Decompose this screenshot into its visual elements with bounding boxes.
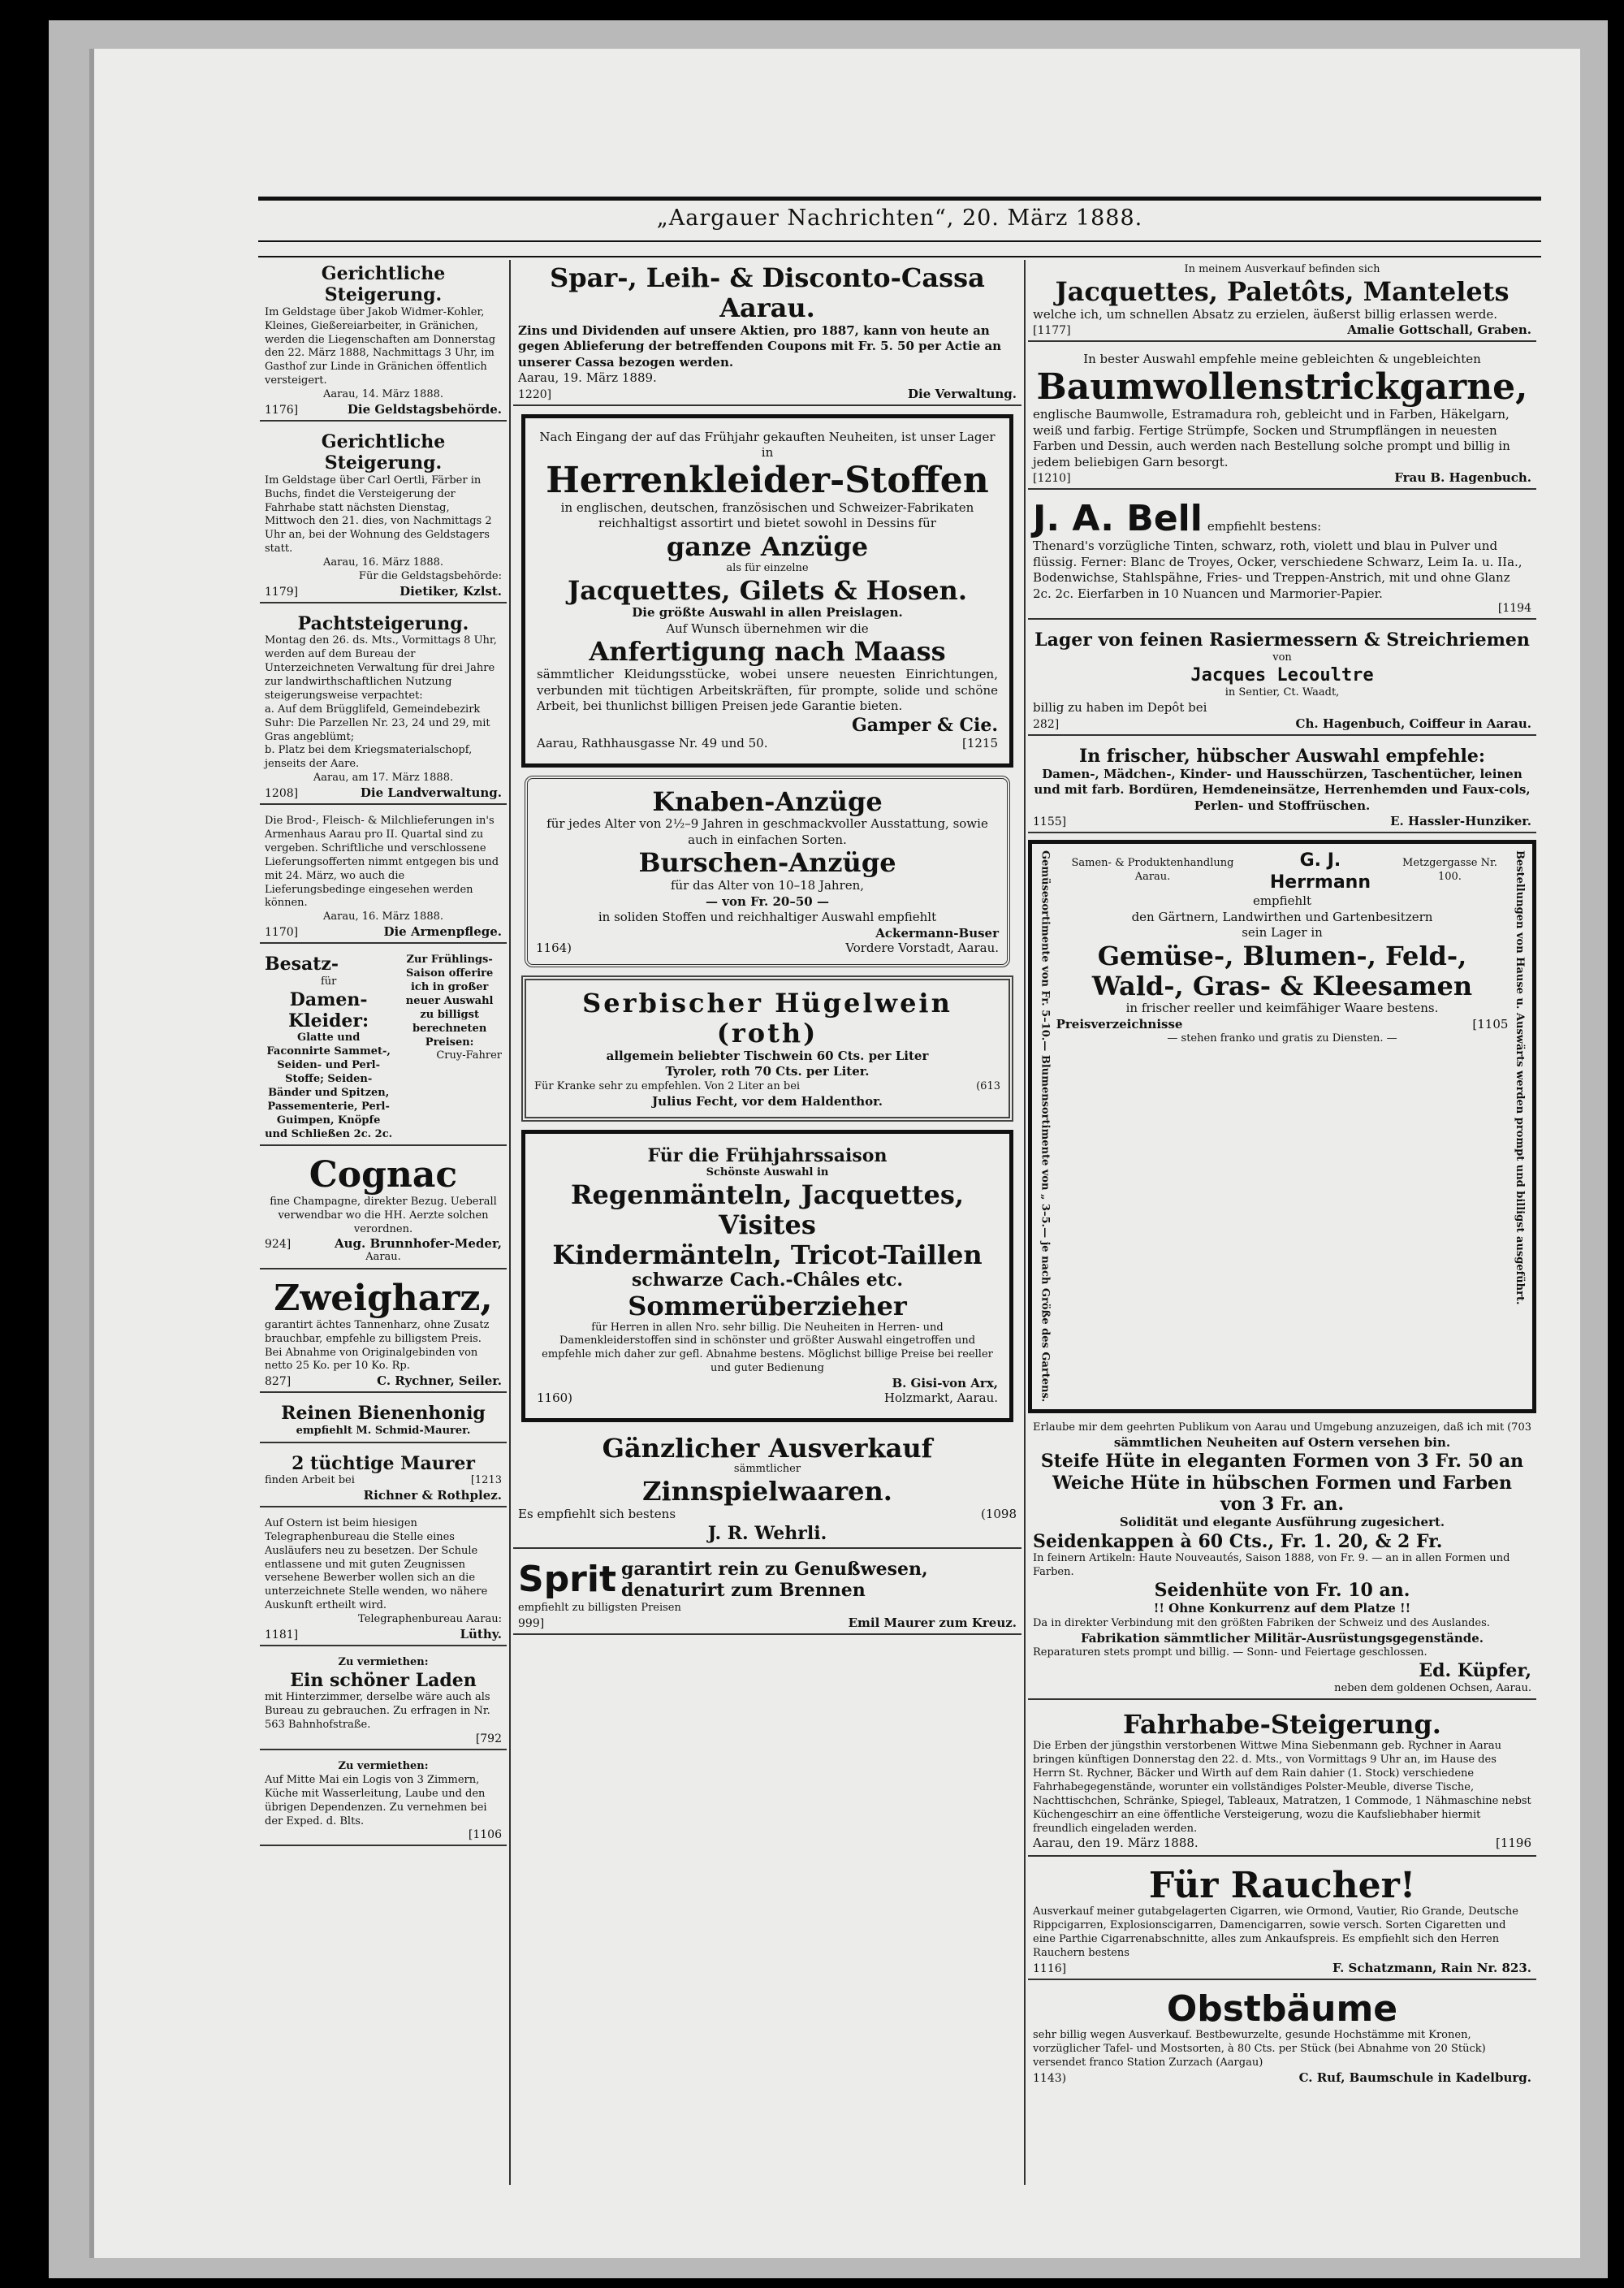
ad-title: Kindermänteln, Tricot-Taillen	[552, 1239, 983, 1270]
ad-line: allgemein beliebter Tischwein 60 Cts. per Liter	[606, 1048, 929, 1063]
column-middle	[512, 260, 1023, 2185]
ad-title: Wald-, Gras- & Kleesamen	[1091, 970, 1473, 1001]
ad-body: englische Baumwolle, Estramadura roh, gebleicht und in Farben, Häkelgarn, weiß und farbig. Fertige Strümpfe, Socken und Strumpflängen in neuesten Farben und Dessin, auch werden nach Bestellung solche prompt und billig in jedem beliebigen Garn besorgt.	[1033, 407, 1510, 469]
ad-number: 1155]	[1033, 815, 1067, 829]
ad-number: [1194	[1497, 602, 1531, 616]
ad-title: ganze Anzüge	[666, 530, 869, 562]
ad-body: Die Brod-, Fleisch- & Milchlieferungen in's Armenhaus Aarau pro II. Quartal sind zu vergeben. Schriftliche und verschlossene Lieferungsofferten nimmt entgegen bis und mit 24. März, wo auch die Lieferungsbedinge eingesehen werden können.	[265, 815, 499, 910]
ad-vertical-right: Bestellungen von Hause u. Auswärts werden prompt und billigst ausgeführt.	[1514, 850, 1526, 1305]
ad-title: Cognac	[309, 1154, 458, 1196]
ad-strickgarne	[1028, 348, 1536, 490]
ad-title: Serbischer Hügelwein (roth)	[582, 988, 952, 1049]
ad-maker-place: in Sentier, Ct. Waadt,	[1224, 686, 1340, 699]
ad-number: (703	[1507, 1421, 1531, 1434]
ad-number: [1105	[1472, 1016, 1509, 1032]
ad-number: [1215	[961, 736, 998, 751]
ad-obstbaeume	[1028, 1987, 1536, 2088]
ad-gerichtliche-steigerung-2	[260, 428, 507, 603]
ad-cognac	[260, 1153, 507, 1269]
ad-signature: C. Rychner, Seiler.	[377, 1373, 502, 1389]
ad-bell	[1028, 496, 1536, 620]
ad-body: Damen-, Mädchen-, Kinder- und Hausschürzen, Taschentücher, leinen und mit farb. Bordüren, Hemdeneinsätze, Herrenhemden und Faux-cols, Perlen- und Stoffrüschen.	[1034, 766, 1531, 813]
ad-intro: In bester Auswahl empfehle meine gebleichten & ungebleichten	[1083, 352, 1481, 367]
ad-sub: Schönste Auswahl in	[706, 1166, 829, 1179]
ad-logis	[260, 1757, 507, 1846]
ad-signature: Aug. Brunnhofer-Meder,	[334, 1236, 502, 1252]
ad-title: 2 tüchtige Maurer	[292, 1452, 475, 1474]
ad-item: a. Auf dem Brügglifeld, Gemeindebezirk Suhr: Die Parzellen Nr. 23, 24 und 29, mit Gras angeblümt;	[265, 703, 490, 743]
ad-number: 282]	[1033, 717, 1060, 731]
ad-number: 1220]	[518, 387, 552, 401]
column-divider	[509, 260, 511, 2185]
ad-title: J. A. Bell	[1033, 498, 1203, 540]
ad-side: garantirt rein zu Genußwesen, denaturirt zum Brennen	[621, 1559, 928, 1602]
column-divider	[1024, 260, 1026, 2185]
ad-number: 999]	[518, 1616, 545, 1630]
ad-title: Seidenkappen à 60 Cts., Fr. 1. 20, & 2 Fr.	[1033, 1530, 1443, 1552]
ad-body: sämmtlicher Kleidungsstücke, wobei unsere neuesten Einrichtungen, verbunden mit tüchtigen Arbeitskräften, für prompte, solide und schöne Arbeit, bei thunlichst billigen Preisen jede Garantie bieten.	[537, 667, 998, 714]
ad-signature: C. Ruf, Baumschule in Kadelburg.	[1298, 2070, 1531, 2085]
ad-tail: empfiehlt bestens:	[1207, 519, 1322, 534]
ad-herrenkleider-stoffe	[521, 414, 1013, 768]
ad-laden	[260, 1653, 507, 1750]
ad-title: Burschen-Anzüge	[638, 847, 896, 879]
ad-body: Thenard's vorzügliche Tinten, schwarz, roth, violett und blau in Pulver und flüssig. Ferner: Blanc de Troyes, Ocker, verschiedene Schwarz, Leim Ia. u. IIa., Bodenwichse, Stahlspähne, Fries- und Treppen-Anstrich, mit und ohne Glanz 2c. 2c. Eierfarben in 10 Nuancen und Marmorier-Papier.	[1033, 538, 1522, 601]
ad-title: Gänzlicher Ausverkauf	[602, 1432, 933, 1464]
ad-body: Auf Ostern ist beim hiesigen Telegraphenbureau die Stelle eines Ausläufers neu zu besetzen. Der Schule entlassene und mit guten Zeugnissen versehene Bewerber wollen sich an die unterzeichnete Stelle wenden, wo nähere Auskunft ertheilt wird.	[265, 1516, 488, 1612]
ad-number: 1176]	[265, 404, 299, 417]
ad-place: Aarau, 16. März 1888.	[322, 910, 444, 923]
ad-intro: Nach Eingang der auf das Frühjahr gekauften Neuheiten, ist unser Lager in	[539, 429, 996, 461]
ad-number: [792	[475, 1732, 502, 1745]
ad-line: in frischer reeller und keimfähiger Waare bestens.	[1125, 1001, 1439, 1016]
ad-bienenhonig	[260, 1399, 507, 1442]
ad-place: Aarau, den 19. März 1888.	[1033, 1836, 1199, 1851]
ad-title: Gerichtliche Steigerung.	[321, 431, 446, 474]
ad-number: (1098	[980, 1507, 1017, 1522]
ad-number: 827]	[265, 1375, 292, 1389]
ad-intro: Erlaube mir dem geehrten Publikum von Aarau und Umgebung anzuzeigen, daß ich mit	[1033, 1421, 1505, 1434]
ad-sub: von	[1272, 651, 1292, 664]
ad-title: Besatz-	[265, 954, 339, 975]
ad-signature: Lüthy.	[460, 1627, 502, 1642]
masthead-rule	[258, 240, 1541, 242]
ad-lieferungen	[260, 811, 507, 944]
ad-place: Aarau, Rathhausgasse Nr. 49 und 50.	[537, 736, 768, 751]
ad-herrmann	[1028, 840, 1536, 1412]
ad-bold: Solidität und elegante Ausführung zugesichert.	[1119, 1515, 1445, 1530]
ad-right: Metzgergasse Nr. 100.	[1402, 857, 1497, 884]
ad-besatz	[260, 950, 507, 1146]
ad-number: 924]	[265, 1238, 292, 1252]
ad-number: (613	[976, 1079, 1000, 1092]
ad-signature: B. Gisi-von Arx,	[892, 1376, 998, 1391]
ad-signature: Ed. Küpfer,	[1419, 1660, 1531, 1682]
ad-title: Jacquettes, Paletôts, Mantelets	[1055, 275, 1510, 307]
ad-title: Seidenhüte von Fr. 10 an.	[1154, 1579, 1410, 1601]
ad-item: b. Platz bei dem Kriegsmaterialschopf, jenseits der Aare.	[265, 744, 473, 771]
ad-intro: In meinem Ausverkauf befinden sich	[1184, 263, 1380, 275]
ad-number: 1179]	[265, 585, 299, 599]
ad-gerichtliche-steigerung-1	[260, 260, 507, 422]
ad-head: Zu vermiethen:	[338, 1759, 429, 1772]
ad-title: Weiche Hüte in hübschen Formen und Farben von 3 Fr. an.	[1052, 1472, 1512, 1515]
ad-title: Herrenkleider-Stoffen	[546, 459, 989, 501]
ad-maker: Jacques Lecoultre	[1190, 664, 1374, 686]
ad-body: Zur Frühlings-Saison offerire ich in großer neuer Auswahl zu billigst berechneten Preisen:	[405, 954, 494, 1049]
ad-fruehjahrssaison	[521, 1130, 1013, 1422]
ad-title: Fahrhabe-Steigerung.	[1123, 1709, 1441, 1741]
ad-body: Auf Wunsch übernehmen wir die	[666, 621, 869, 636]
ad-body: mit Hinterzimmer, derselbe wäre auch als Bureau zu gebrauchen. Zu erfragen in Nr. 563 Bahnhofstraße.	[265, 1691, 490, 1732]
ad-title: schwarze Cach.-Châles etc.	[631, 1269, 904, 1291]
ad-body: fine Champagne, direkter Bezug. Ueberall verwendbar wo die HH. Aerzte solchen verordnen.	[270, 1195, 497, 1235]
ad-small: für	[320, 975, 337, 988]
ad-number: [1177]	[1033, 324, 1071, 338]
ad-line: Preisverzeichnisse	[1056, 1016, 1183, 1032]
ad-title: Lager von feinen Rasiermessern & Streichriemen	[1034, 629, 1530, 651]
ad-bold: !! Ohne Konkurrenz auf dem Platze !!	[1153, 1601, 1411, 1616]
ad-body: Reparaturen stets prompt und billig. — Sonn- und Feiertage geschlossen.	[1033, 1646, 1427, 1659]
ad-body: billig zu haben im Depôt bei	[1033, 700, 1207, 716]
ad-title: Obstbäume	[1166, 1987, 1398, 2030]
ad-signature: Julius Fecht, vor dem Haldenthor.	[652, 1093, 883, 1109]
ad-signature: Gamper & Cie.	[852, 714, 998, 736]
ad-body: Die Erben der jüngsthin verstorbenen Wittwe Mina Siebenmann geb. Rychner in Aarau bringen künftigen Donnerstag den 22. d. Mts., von Vormittags 9 Uhr an, im Hause des Herrn St. Rychner, Bäcker und Wirth auf dem Rain dahier (1. Stock) verschiedene Fahrhabegegenstände, worunter ein vollständiges Polster-Meuble, diverse Tische, Nachttischchen, Schränke, Spiegel, Tableaux, Matratzen, 1 Commode, 1 Nähmaschine nebst Küchengeschirr an eine öffentliche Versteigerung, wozu die Kaufsliebhaber hiermit freundlich eingeladen werden.	[1033, 1740, 1531, 1835]
ad-body: in soliden Stoffen und reichhaltiger Auswahl empfiehlt	[598, 910, 937, 925]
ad-line: Für Kranke sehr zu empfehlen. Von 2 Liter an bei	[534, 1079, 801, 1092]
ad-number: 1116]	[1033, 1961, 1067, 1975]
ad-signature: Emil Maurer zum Kreuz.	[848, 1615, 1017, 1630]
ad-maurer	[260, 1450, 507, 1507]
ad-line: empfiehlt zu billigsten Preisen	[518, 1601, 681, 1614]
ad-line: empfiehlt M. Schmid-Maurer.	[296, 1424, 471, 1437]
ad-head: Zu vermiethen:	[338, 1656, 429, 1669]
ad-number: [1210]	[1033, 472, 1071, 486]
masthead-rule-2	[258, 256, 1541, 257]
ad-line: Tyroler, roth 70 Cts. per Liter.	[665, 1064, 870, 1079]
ad-title: Gerichtliche Steigerung.	[321, 263, 446, 306]
ad-place: Aarau, am 17. März 1888.	[313, 772, 454, 785]
ad-body: für das Alter von 10–18 Jahren,	[670, 878, 865, 893]
ad-title: Baumwollenstrickgarne,	[1036, 365, 1528, 408]
ad-number: 1164)	[536, 940, 572, 955]
ad-name: G. J. Herrmann	[1269, 850, 1371, 893]
ad-body: Auf Mitte Mai ein Logis von 3 Zimmern, Küche mit Wasserleitung, Laube und den übrigen Dependenzen. Zu vernehmen bei der Exped. d. Blts.	[265, 1773, 487, 1827]
ad-signature: J. R. Wehrli.	[707, 1522, 827, 1544]
top-rule	[258, 197, 1541, 201]
ad-title: Regenmänteln, Jacquettes, Visites	[570, 1179, 965, 1240]
ad-disconto-cassa	[513, 260, 1021, 406]
ad-number: 1181]	[265, 1628, 299, 1642]
ad-number: 1160)	[537, 1391, 573, 1406]
ad-kuepfer	[1028, 1418, 1536, 1701]
ad-signature: Dietiker, Kzlst.	[400, 583, 502, 599]
ad-signature: Amalie Gottschall, Graben.	[1347, 322, 1531, 338]
ad-items: Glatte und Faconnirte Sammet-, Seiden- und Perl-Stoffe; Seiden-Bänder und Spitzen, Passementerie, Perl-Guimpen, Knöpfe und Schließen 2c. 2c.	[265, 1032, 393, 1140]
ad-title: Zinnspielwaaren.	[642, 1476, 892, 1507]
ad-small: als für einzelne	[726, 561, 809, 574]
ad-title: In frischer, hübscher Auswahl empfehle:	[1078, 745, 1486, 767]
ad-zinnspielwaaren	[513, 1430, 1021, 1549]
ad-title: Steife Hüte in eleganten Formen von 3 Fr. 50 an	[1040, 1451, 1524, 1473]
column-right	[1026, 260, 1538, 2185]
ad-title: Reinen Bienenhonig	[281, 1403, 486, 1425]
ad-place: Vordere Vorstadt, Aarau.	[845, 940, 999, 955]
ad-body: Im Geldstage über Carl Oertli, Färber in Buchs, findet die Versteigerung der Fahrhabe statt nächsten Dienstag, Mittwoch den 21. dies, von Nachmittags 2 Uhr an, bei der Wohnung des Geldstagers statt.	[265, 474, 492, 556]
ad-number: [1106	[468, 1828, 502, 1842]
ad-signature: Frau B. Hagenbuch.	[1394, 470, 1531, 486]
ad-price: — von Fr. 20–50 —	[706, 893, 829, 909]
ad-title: Sprit	[518, 1559, 616, 1601]
ad-title: Spar-, Leih- & Disconto-Cassa Aarau.	[550, 262, 985, 323]
ad-title: Knaben-Anzüge	[652, 785, 883, 817]
ad-pachtsteigerung	[260, 610, 507, 805]
ad-place: Aarau, 16. März 1888.	[322, 556, 444, 569]
ad-gottschall	[1028, 260, 1536, 342]
ad-head: Für die Frühjahrssaison	[647, 1144, 888, 1166]
masthead: „Aargauer Nachrichten“, 20. März 1888.	[656, 205, 1143, 231]
ad-title: Sommerüberzieher	[628, 1290, 907, 1321]
ad-line: empfiehlt	[1252, 893, 1312, 909]
ad-body: in englischen, deutschen, französischen und Schweizer-Fabrikaten reichhaltigst assortirt und bietet sowohl in Dessins für	[560, 500, 974, 531]
ad-signature: Ch. Hagenbuch, Coiffeur in Aarau.	[1295, 716, 1531, 731]
ad-small: sämmtlicher	[733, 1463, 801, 1476]
ad-title: Für Raucher!	[1148, 1864, 1416, 1906]
ad-signature: Die Landverwaltung.	[360, 785, 502, 801]
ad-place: neben dem goldenen Ochsen, Aarau.	[1334, 1681, 1531, 1694]
ad-signature: Richner & Rothplez.	[363, 1487, 502, 1503]
ad-telegraph	[260, 1514, 507, 1646]
ad-place: Aarau, 19. März 1889.	[518, 370, 657, 386]
ad-number: [1196	[1495, 1836, 1531, 1851]
ad-schuerzen	[1028, 742, 1536, 834]
ad-huegelwein	[521, 975, 1013, 1121]
ad-zweigharz	[260, 1276, 507, 1393]
ad-body: Zins und Dividenden auf unsere Aktien, pro 1887, kann von heute an gegen Ablieferung der betreffenden Coupons mit Fr. 5. 50 per Actie an unserer Cassa bezogen werden.	[518, 322, 1002, 370]
ad-title: Gemüse-, Blumen-, Feld-,	[1097, 940, 1467, 971]
ad-number: 1143)	[1033, 2071, 1067, 2085]
ad-knaben-anzuege	[525, 776, 1010, 968]
ad-bold: Die größte Auswahl in allen Preislagen.	[632, 605, 903, 621]
ad-body: garantirt ächtes Tannenharz, ohne Zusatz brauchbar, empfehle zu billigstem Preis. Bei Abnahme von Originalgebinden von netto 25 Ko. per 10 Ko. Rp.	[265, 1318, 490, 1373]
ad-fuer-raucher	[1028, 1863, 1536, 1980]
ad-signature-line: Für die Geldstagsbehörde:	[358, 570, 502, 583]
ad-sprit	[513, 1555, 1021, 1635]
ad-signature: Die Armenpflege.	[383, 924, 502, 940]
ad-title: Damen-Kleider:	[288, 988, 369, 1032]
ad-number: [1213	[470, 1474, 502, 1486]
column-left	[258, 260, 508, 2185]
ad-signature: F. Schatzmann, Rain Nr. 823.	[1332, 1960, 1531, 1975]
ad-title: Jacquettes, Gilets & Hosen.	[568, 574, 967, 606]
ad-signature: E. Hassler-Hunziker.	[1390, 814, 1531, 829]
ad-line: sämmtlichen Neuheiten auf Ostern versehen bin.	[1113, 1434, 1451, 1450]
ad-vertical-left: Gemüsesortimente von Fr. 5–10.— Blumensortimente von „ 3–5.— je nach Größe des Gartens.	[1039, 850, 1052, 1403]
ad-body: Ausverkauf meiner gutabgelagerten Cigarren, wie Ormond, Vautier, Rio Grande, Deutsche Rippcigarren, Explosionscigarren, Damencigarren, sowie versch. Sorten Cigaretten und eine Parthie Cigarrenabschnitte, alles zum Ankaufspreis. Es empfiehlt sich den Herren Rauchern bestens	[1033, 1905, 1518, 1960]
ad-place: Aarau, 14. März 1888.	[322, 388, 444, 401]
ad-body: Da in direkter Verbindung mit den größten Fabriken der Schweiz und des Auslandes.	[1033, 1616, 1490, 1629]
ad-body: welche ich, um schnellen Absatz zu erzielen, äußerst billig erlassen werde.	[1033, 306, 1498, 322]
ad-bold: Fabrikation sämmtlicher Militär-Ausrüstungsgegenstände.	[1080, 1630, 1484, 1646]
ad-body: Montag den 26. ds. Mts., Vormittags 8 Uhr, werden auf dem Bureau der Unterzeichneten Verwaltung für drei Jahre zur landwirthschaftlichen Nutzung steigerungsweise verpachtet:	[265, 634, 497, 702]
ad-signature: Ackermann-Buser	[875, 925, 999, 941]
ad-left: Samen- & Produktenhandlung Aarau.	[1071, 857, 1234, 884]
ad-signature: Die Geldstagsbehörde.	[347, 402, 502, 417]
ad-line: den Gärtnern, Landwirthen und Gartenbesitzern	[1131, 909, 1433, 924]
ad-signature: Cruy-Fahrer	[436, 1049, 502, 1062]
ad-title: Anfertigung nach Maass	[589, 636, 946, 668]
ad-fahrhabe-steigerung	[1028, 1706, 1536, 1857]
ad-body: für jedes Alter von 2½–9 Jahren in geschmackvoller Ausstattung, sowie auch in einfachen Sorten.	[546, 816, 988, 847]
ad-body: sehr billig wegen Ausverkauf. Bestbewurzelte, gesunde Hochstämme mit Kronen, vorzüglicher Tafel- und Mostsorten, à 80 Cts. per Stück (bei Abnahme von 20 Stück) versendet franco Station Zurzach (Aargau)	[1033, 2029, 1486, 2070]
ad-body: In feinern Artikeln: Haute Nouveautés, Saison 1888, von Fr. 9. — an in allen Formen und Farben.	[1033, 1552, 1510, 1579]
ad-city: Aarau.	[365, 1251, 401, 1264]
ad-number: 1208]	[265, 787, 299, 801]
ad-line: Es empfiehlt sich bestens	[518, 1507, 676, 1522]
ad-title: Ein schöner Laden	[290, 1669, 477, 1691]
ad-line: — stehen franko und gratis zu Diensten. —	[1167, 1032, 1397, 1045]
ad-line: finden Arbeit bei	[265, 1474, 355, 1486]
ad-number: 1170]	[265, 926, 299, 940]
ad-body: Im Geldstage über Jakob Widmer-Kohler, Kleines, Gießereiarbeiter, in Gränichen, werden die Liegenschaften am Donnerstag den 22. März 1888, Nachmittags 3 Uhr, im Gasthof zur Linde in Gränichen öffentlich versteigert.	[265, 305, 496, 387]
ad-line: sein Lager in	[1242, 925, 1323, 941]
ad-place: Holzmarkt, Aarau.	[883, 1391, 998, 1406]
ad-title: Pachtsteigerung.	[297, 612, 469, 634]
ad-rasiermesser	[1028, 626, 1536, 735]
ad-body: für Herren in allen Nro. sehr billig. Die Neuheiten in Herren- und Damenkleiderstoffen sind in schönster und größter Auswahl eingetroffen und empfehle mich daher zur gefl. Abnahme bestens. Möglichst billige Preise bei reeller und guter Bedienung	[542, 1321, 993, 1375]
ad-title: Zweigharz,	[274, 1278, 493, 1320]
ad-signature: Die Verwaltung.	[908, 386, 1017, 401]
ad-place: Telegraphenbureau Aarau:	[358, 1613, 502, 1626]
